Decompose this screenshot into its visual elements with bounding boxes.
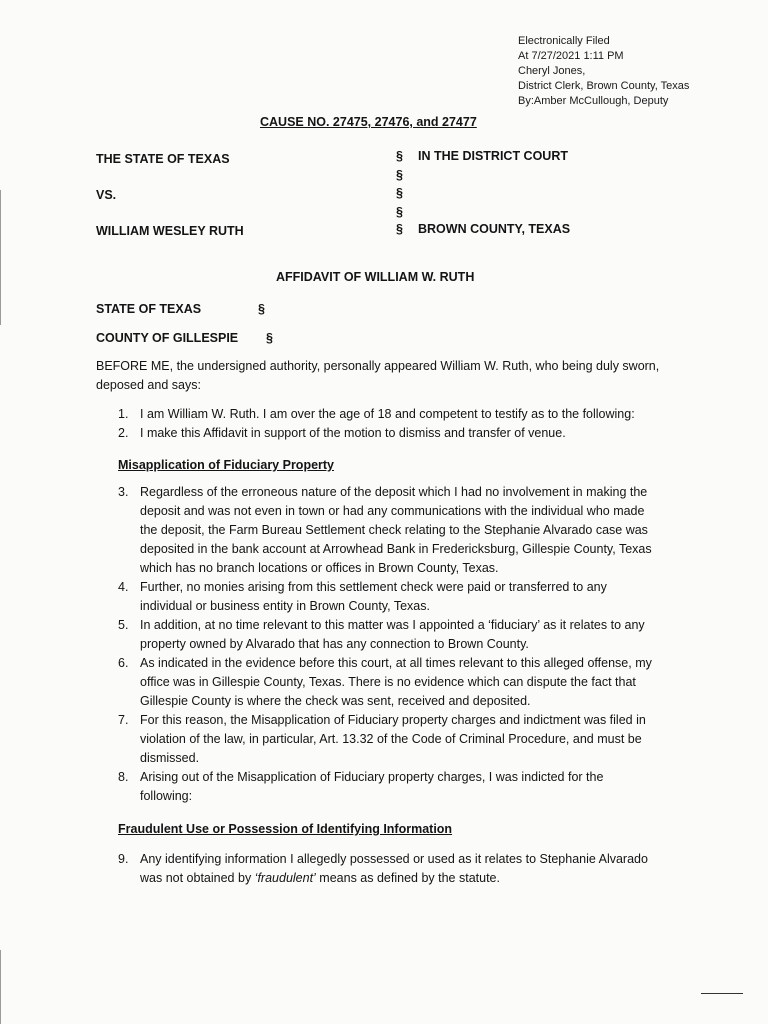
item-number: 5.: [118, 618, 129, 632]
item-text: [140, 852, 648, 885]
list-item: [118, 405, 658, 424]
list-item: [118, 424, 658, 443]
cause-number: CAUSE NO. 27475, 27476, and 27477: [260, 115, 477, 129]
item-number: 8.: [118, 770, 129, 784]
filing-stamp: [518, 34, 689, 109]
item-number: 2.: [118, 426, 129, 440]
list-item: [118, 768, 658, 806]
item-text: I make this Affidavit in support of the motion to dismiss and transfer of venue.: [140, 426, 566, 440]
item-text: I am William W. Ruth. I am over the age of 18 and competent to testify as to the following:: [140, 407, 635, 421]
item-text: As indicated in the evidence before this court, at all times relevant to this alleged offense, my office was in Gillespie County, Texas. There is no evidence which can dispute the fact that Gillespie County is where the check was sent, received and deposited.: [140, 656, 652, 708]
item-number: 3.: [118, 485, 129, 499]
item-number: 9.: [118, 852, 129, 866]
caption-party-defendant: WILLIAM WESLEY RUTH: [96, 224, 244, 238]
list-item: [118, 654, 658, 711]
affidavit-title: AFFIDAVIT OF WILLIAM W. RUTH: [276, 270, 475, 284]
stamp-line: At 7/27/2021 1:11 PM: [518, 50, 624, 62]
item-text: Regardless of the erroneous nature of the deposit which I had no involvement in making the deposit and was not even in town or had any communications with the individual who made the deposit, the Farm Bureau Settlement check relating to the Stephanie Alvarado case was deposited in the bank account at Arrowhead Bank in Fredericksburg, Gillespie County, Texas which has no branch locations or offices in Brown County, Texas.: [140, 485, 652, 575]
section-symbol: §: [396, 168, 403, 182]
item-number: 1.: [118, 407, 129, 421]
stamp-line: Electronically Filed: [518, 35, 610, 47]
scan-edge-line: [0, 950, 1, 1024]
item-text-italic: ‘fraudulent’: [254, 871, 316, 885]
list-item: [118, 578, 658, 616]
numbered-list: [118, 405, 658, 443]
item-text-part: Any identifying information I allegedly possessed or used as it relates to Stephanie Alvarado was not obtained by: [140, 852, 648, 885]
section-symbol: §: [396, 205, 403, 219]
item-text: In addition, at no time relevant to this matter was I appointed a ‘fiduciary’ as it relates to any property owned by Alvarado that has any connection to Brown County.: [140, 618, 645, 651]
stamp-line: By:Amber McCullough, Deputy: [518, 95, 669, 107]
stamp-line: Cheryl Jones,: [518, 65, 586, 77]
item-number: 6.: [118, 656, 129, 670]
venue-section-symbol: §: [266, 331, 273, 345]
list-item: [118, 711, 658, 768]
item-text: Further, no monies arising from this settlement check were paid or transferred to any individual or business entity in Brown County, Texas.: [140, 580, 607, 613]
caption-court: IN THE DISTRICT COURT: [418, 149, 568, 163]
item-number: 7.: [118, 713, 129, 727]
list-item: [118, 483, 658, 578]
section-symbol: §: [396, 186, 403, 200]
section-heading: Fraudulent Use or Possession of Identifying Information: [118, 822, 453, 836]
scan-edge-line: [0, 190, 1, 325]
venue-county: COUNTY OF GILLESPIE: [96, 331, 239, 345]
numbered-list: [118, 483, 658, 806]
list-item: [118, 850, 658, 888]
venue-state: STATE OF TEXAS: [96, 302, 202, 316]
section-heading: Misapplication of Fiduciary Property: [118, 458, 335, 472]
caption-county: BROWN COUNTY, TEXAS: [418, 222, 571, 236]
item-text-part: means as defined by the statute.: [315, 871, 500, 885]
caption-party-state: THE STATE OF TEXAS: [96, 152, 230, 166]
venue-section-symbol: §: [258, 302, 265, 316]
stamp-line: District Clerk, Brown County, Texas: [518, 80, 690, 92]
list-item: [118, 616, 658, 654]
caption-versus: VS.: [96, 188, 117, 202]
section-symbol: §: [396, 222, 403, 236]
scan-dash-mark: [701, 993, 743, 994]
section-symbol: §: [396, 149, 403, 163]
item-number: 4.: [118, 580, 129, 594]
intro-paragraph: BEFORE ME, the undersigned authority, personally appeared William W. Ruth, who being duly sworn, deposed and says:: [96, 359, 660, 392]
item-text: Arising out of the Misapplication of Fiduciary property charges, I was indicted for the following:: [140, 770, 604, 803]
item-text: For this reason, the Misapplication of Fiduciary property charges and indictment was filed in violation of the law, in particular, Art. 13.32 of the Code of Criminal Procedure, and must be dismissed.: [140, 713, 646, 765]
numbered-list: [118, 850, 658, 888]
